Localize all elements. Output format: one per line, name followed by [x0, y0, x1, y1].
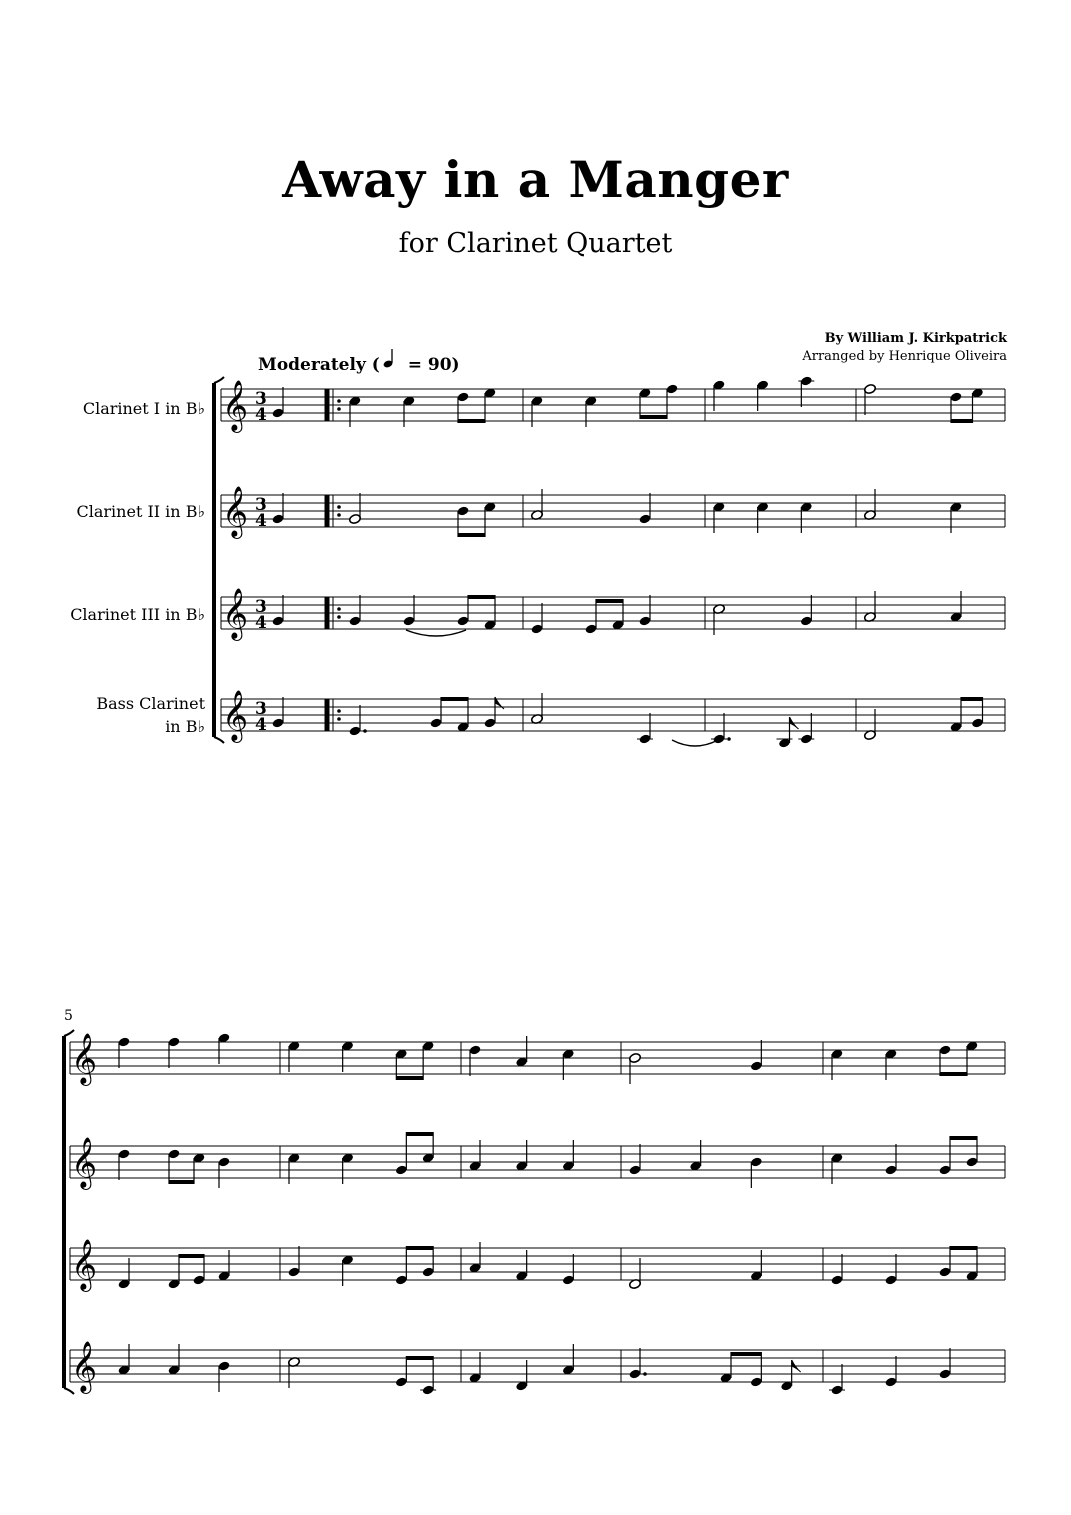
dot — [643, 1372, 647, 1376]
instrument-name-clarinet-2: Clarinet II in B♭ — [76, 502, 205, 521]
arranger-credit: Arranged by Henrique Oliveira — [802, 349, 1007, 364]
time-signature-top: 3 — [255, 699, 267, 719]
treble-clef-icon: 𝄞 — [71, 1137, 98, 1188]
score-subtitle: for Clarinet Quartet — [398, 228, 673, 259]
time-signature-bottom: 4 — [255, 511, 267, 531]
treble-clef-icon: 𝄞 — [222, 690, 249, 741]
dot — [727, 737, 731, 741]
measure-number: 5 — [64, 1008, 73, 1024]
time-signature-bottom: 4 — [255, 715, 267, 735]
treble-clef-icon: 𝄞 — [222, 588, 249, 639]
repeat-dot — [337, 407, 341, 411]
repeat-dot — [337, 709, 341, 713]
time-signature-top: 3 — [255, 389, 267, 409]
treble-clef-icon: 𝄞 — [71, 1239, 98, 1290]
time-signature-top: 3 — [255, 597, 267, 617]
repeat-dot — [337, 717, 341, 721]
tie — [406, 630, 466, 636]
repeat-dot — [337, 513, 341, 517]
time-signature-bottom: 4 — [255, 405, 267, 425]
repeat-dot — [337, 505, 341, 509]
treble-clef-icon: 𝄞 — [71, 1341, 98, 1392]
dot — [363, 729, 367, 733]
time-signature-bottom: 4 — [255, 613, 267, 633]
treble-clef-icon: 𝄞 — [222, 486, 249, 537]
instrument-name-bass-clarinet-line2: in B♭ — [165, 717, 205, 736]
instrument-name-clarinet-1: Clarinet I in B♭ — [82, 399, 205, 418]
composer-credit: By William J. Kirkpatrick — [824, 331, 1007, 346]
tempo-text: Moderately ( — [258, 355, 380, 375]
tie — [672, 740, 718, 746]
treble-clef-icon: 𝄞 — [71, 1033, 98, 1084]
score-title: Away in a Manger — [282, 150, 789, 209]
tempo-bpm: = 90) — [401, 355, 460, 375]
repeat-dot — [337, 607, 341, 611]
instrument-name-clarinet-3: Clarinet III in B♭ — [70, 605, 205, 624]
treble-clef-icon: 𝄞 — [222, 380, 249, 431]
instrument-name-bass-clarinet-line1: Bass Clarinet — [96, 694, 205, 713]
time-signature-top: 3 — [255, 495, 267, 515]
repeat-dot — [337, 399, 341, 403]
repeat-dot — [337, 615, 341, 619]
